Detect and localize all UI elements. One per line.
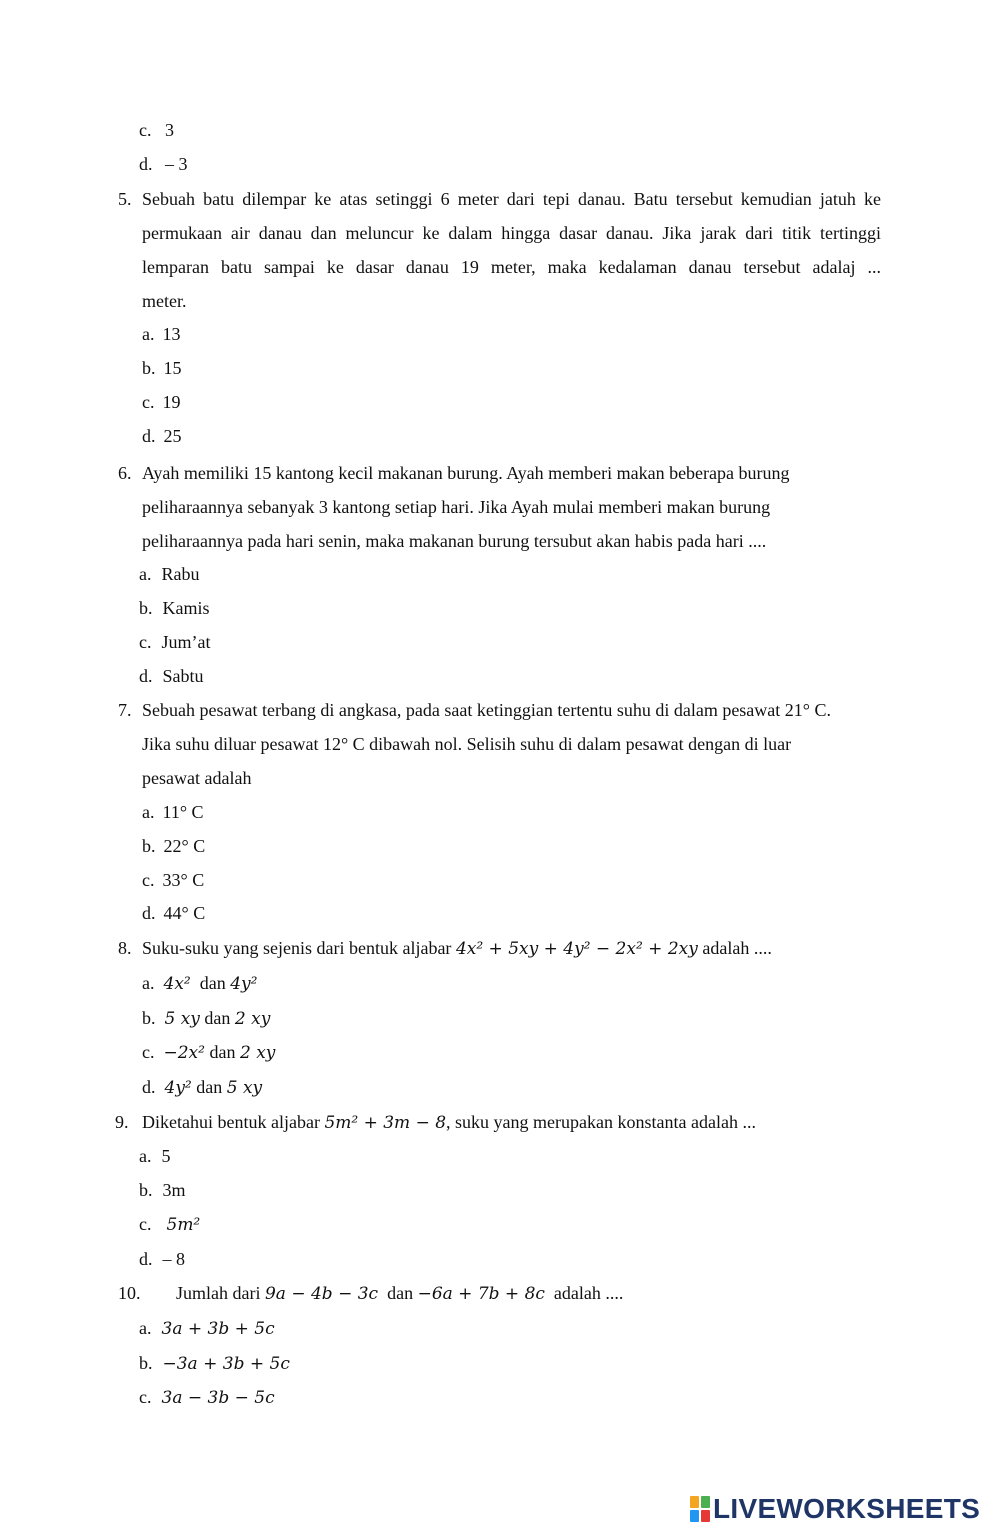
- q5-line-1: Sebuah batu dilempar ke atas setinggi 6 meter dari tepi danau. Batu tersebut kemudian jatuh ke: [142, 189, 881, 209]
- q9-expression: 5m² + 3m − 8: [324, 1113, 447, 1133]
- q7-option-a: a. 11° C: [142, 802, 204, 822]
- q6-line-2: peliharaannya sebanyak 3 kantong setiap hari. Jika Ayah mulai memberi makan burung: [142, 497, 771, 517]
- q7-option-b: b. 22° C: [142, 836, 206, 856]
- q6-line-1: Ayah memiliki 15 kantong kecil makanan burung. Ayah memberi makan beberapa burung: [142, 463, 790, 483]
- q8-expression: 4x² + 5xy + 4y² − 2x² + 2xy: [455, 939, 698, 959]
- q6-line-3: peliharaannya pada hari senin, maka makanan burung tersubut akan habis pada hari ....: [142, 531, 767, 551]
- q8-option-c: c. −2x² dan 2 xy: [142, 1042, 276, 1063]
- q10-expression-1: 9a − 4b − 3c: [264, 1284, 379, 1304]
- q6-option-b: b. Kamis: [139, 598, 210, 618]
- q9-number: 9.: [115, 1112, 129, 1132]
- q7-line-2: Jika suhu diluar pesawat 12° C dibawah nol. Selisih suhu di dalam pesawat dengan di luar: [142, 734, 792, 754]
- q8-number: 8.: [118, 938, 132, 958]
- q10-option-c: c. 3a − 3b − 5c: [139, 1387, 275, 1408]
- q8-option-d: d. 4y² dan 5 xy: [142, 1077, 263, 1098]
- q6-option-a: a. Rabu: [139, 564, 200, 584]
- liveworksheets-logo-icon: [690, 1496, 710, 1522]
- q5-line-4: meter.: [142, 291, 187, 311]
- q7-line-3: pesawat adalah: [142, 768, 252, 788]
- q5-line-3: lemparan batu sampai ke dasar danau 19 meter, maka kedalaman danau tersebut adalaj ...: [142, 257, 881, 277]
- q5-line-2: permukaan air danau dan meluncur ke dalam hingga dasar danau. Jika jarak dari titik tertinggi: [142, 223, 881, 243]
- q9-option-a: a. 5: [139, 1146, 171, 1166]
- q8-option-b: b. 5 xy dan 2 xy: [142, 1008, 271, 1029]
- q9-option-d: d. – 8: [139, 1249, 185, 1269]
- q9-option-b: b. 3m: [139, 1180, 186, 1200]
- q10-expression-2: −6a + 7b + 8c: [417, 1284, 545, 1304]
- q5-option-a: a. 13: [142, 324, 181, 344]
- q10-number: 10.: [118, 1283, 141, 1303]
- q5-option-c: c. 19: [142, 392, 181, 412]
- liveworksheets-logo: [690, 1492, 980, 1526]
- liveworksheets-logo-text: LIVEWORKSHEETS: [713, 1493, 981, 1524]
- q8-option-a: a. 4x² dan 4y²: [142, 973, 258, 994]
- q9-question: Diketahui bentuk aljabar 5m² + 3m − 8, suku yang merupakan konstanta adalah ...: [142, 1112, 756, 1133]
- q7-line-1: Sebuah pesawat terbang di angkasa, pada saat ketinggian tertentu suhu di dalam pesawat 21° C.: [142, 700, 831, 720]
- q6-number: 6.: [118, 463, 132, 483]
- q5-option-d: d. 25: [142, 426, 182, 446]
- q8-question: Suku-suku yang sejenis dari bentuk aljabar 4x² + 5xy + 4y² − 2x² + 2xy adalah ....: [142, 938, 772, 959]
- q5-number: 5.: [118, 189, 132, 209]
- q7-option-d: d. 44° C: [142, 903, 206, 923]
- q6-option-c: c. Jum’at: [139, 632, 211, 652]
- q9-option-c: c. 5m²: [139, 1214, 201, 1235]
- q10-option-a: a. 3a + 3b + 5c: [139, 1318, 275, 1339]
- q6-option-d: d. Sabtu: [139, 666, 204, 686]
- q7-number: 7.: [118, 700, 132, 720]
- q7-option-c: c. 33° C: [142, 870, 205, 890]
- q10-option-b: b. −3a + 3b + 5c: [139, 1353, 290, 1374]
- q10-question: Jumlah dari 9a − 4b − 3c dan −6a + 7b + 8c adalah ....: [176, 1283, 624, 1304]
- q5-option-b: b. 15: [142, 358, 182, 378]
